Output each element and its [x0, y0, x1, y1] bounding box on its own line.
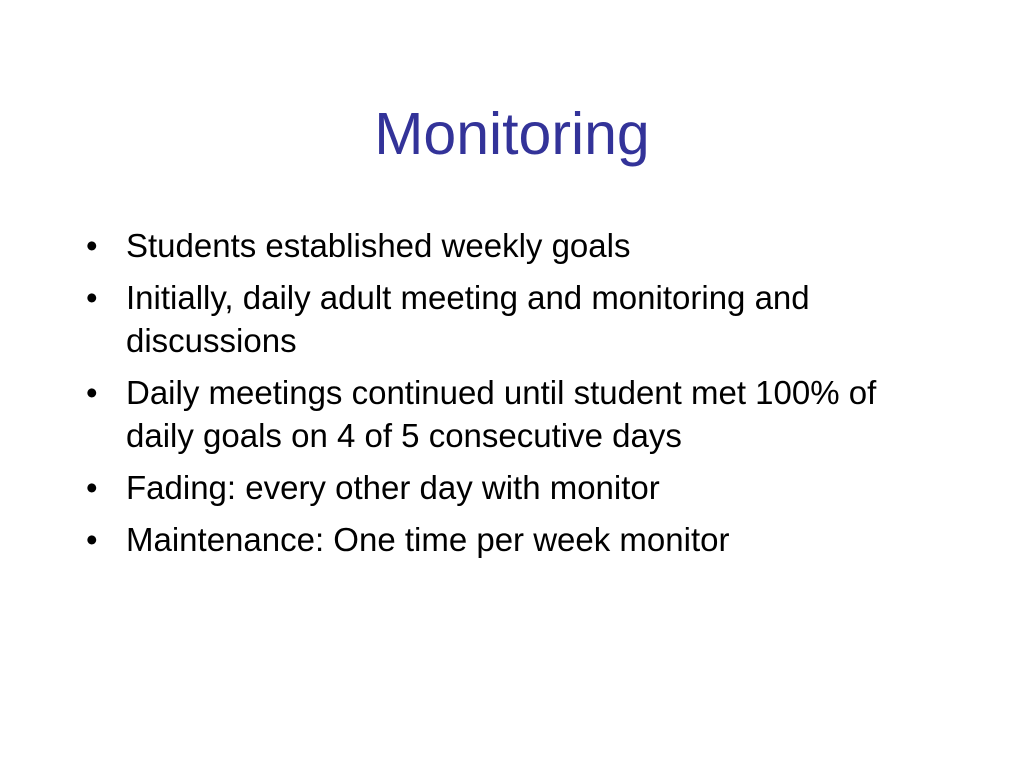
- bullet-list: [86, 224, 946, 570]
- bullet-icon: •: [86, 469, 98, 506]
- bullet-icon: •: [86, 521, 98, 558]
- bullet-text: Initially, daily adult meeting and monitoring and discussions: [126, 279, 810, 359]
- bullet-text: Students established weekly goals: [126, 227, 631, 264]
- bullet-icon: •: [86, 374, 98, 411]
- bullet-item: [86, 224, 946, 267]
- bullet-icon: •: [86, 227, 98, 264]
- bullet-item: [86, 518, 946, 561]
- bullet-item: [86, 371, 946, 457]
- bullet-text: Daily meetings continued until student met 100% of daily goals on 4 of 5 consecutive days: [126, 374, 877, 454]
- slide-title: Monitoring: [374, 101, 650, 167]
- bullet-item: [86, 466, 946, 509]
- bullet-item: [86, 276, 946, 362]
- bullet-text: Fading: every other day with monitor: [126, 469, 660, 506]
- bullet-icon: •: [86, 279, 98, 316]
- bullet-text: Maintenance: One time per week monitor: [126, 521, 730, 558]
